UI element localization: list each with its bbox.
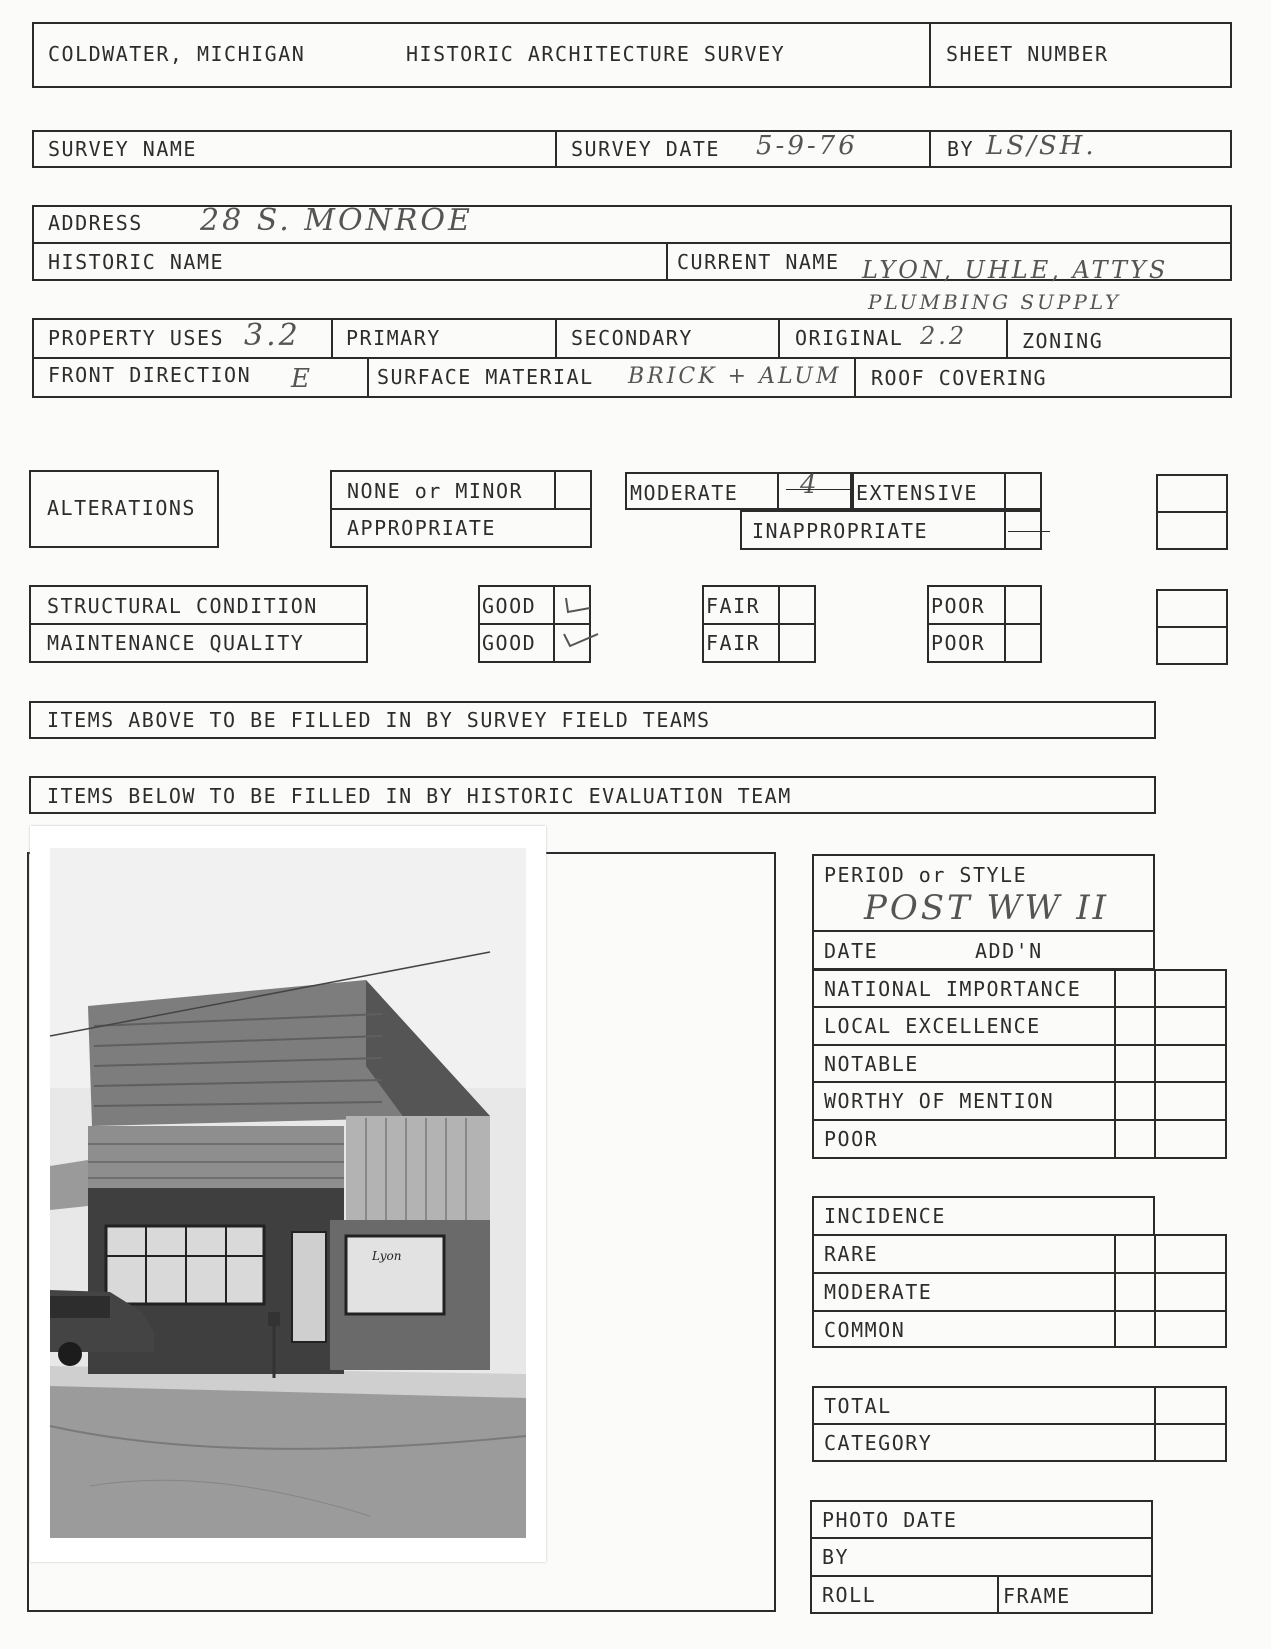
structural-condition-label: STRUCTURAL CONDITION: [47, 594, 318, 618]
front-direction-value: E: [291, 364, 313, 394]
survey-by-label: BY: [947, 137, 975, 161]
check-mark-icon: [560, 590, 600, 660]
current-name-label: CURRENT NAME: [677, 250, 840, 274]
incidence-label: INCIDENCE: [824, 1204, 946, 1228]
property-uses-value: 3.2: [244, 318, 301, 353]
above-note: ITEMS ABOVE TO BE FILLED IN BY SURVEY FIELD TEAMS: [47, 708, 711, 732]
zoning-label: ZONING: [1022, 329, 1104, 353]
category-label: CATEGORY: [824, 1431, 933, 1455]
alteration-moderate-mark: 4: [800, 470, 820, 500]
survey-title: HISTORIC ARCHITECTURE SURVEY: [406, 42, 786, 66]
structural-poor: POOR: [931, 594, 986, 618]
period-style-value: POST WW II: [864, 888, 1110, 928]
eval-date-label: DATE: [824, 939, 879, 963]
surface-material-label: SURFACE MATERIAL: [377, 365, 594, 389]
survey-date-value: 5-9-76: [756, 131, 858, 161]
incidence-rare: RARE: [824, 1242, 879, 1266]
alterations-label: ALTERATIONS: [47, 496, 196, 520]
alteration-extensive: EXTENSIVE: [856, 481, 978, 505]
survey-by-value: LS/SH.: [986, 131, 1097, 161]
below-note: ITEMS BELOW TO BE FILLED IN BY HISTORIC EVALUATION TEAM: [47, 784, 792, 808]
rating-national-importance: NATIONAL IMPORTANCE: [824, 977, 1082, 1001]
current-name-value-2: PLUMBING SUPPLY: [868, 290, 1122, 314]
incidence-moderate: MODERATE: [824, 1280, 933, 1304]
photo-date-label: PHOTO DATE: [822, 1508, 958, 1532]
address-value: 28 S. MONROE: [200, 203, 473, 238]
structural-fair: FAIR: [706, 594, 761, 618]
rating-poor: POOR: [824, 1127, 879, 1151]
roof-covering-label: ROOF COVERING: [871, 366, 1048, 390]
property-uses-label: PROPERTY USES: [48, 326, 225, 350]
rating-notable: NOTABLE: [824, 1052, 919, 1076]
secondary-label: SECONDARY: [571, 326, 693, 350]
alteration-appropriate: APPROPRIATE: [347, 516, 496, 540]
maintenance-good: GOOD: [482, 631, 537, 655]
survey-name-label: SURVEY NAME: [48, 137, 197, 161]
frame-label: FRAME: [1003, 1584, 1071, 1608]
total-label: TOTAL: [824, 1394, 892, 1418]
sheet-number-label: SHEET NUMBER: [946, 42, 1109, 66]
alteration-inappropriate: INAPPROPRIATE: [752, 519, 929, 543]
surface-material-value: BRICK + ALUM: [628, 364, 842, 389]
maintenance-fair: FAIR: [706, 631, 761, 655]
maintenance-quality-label: MAINTENANCE QUALITY: [47, 631, 305, 655]
period-style-label: PERIOD or STYLE: [824, 863, 1028, 887]
photo-by-label: BY: [822, 1545, 850, 1569]
original-value: 2.2: [920, 322, 968, 350]
historic-name-label: HISTORIC NAME: [48, 250, 225, 274]
alteration-none-minor: NONE or MINOR: [347, 479, 524, 503]
original-label: ORIGINAL: [795, 326, 904, 350]
city-label: COLDWATER, MICHIGAN: [48, 42, 306, 66]
store-sign: Lyon: [372, 1249, 402, 1263]
front-direction-label: FRONT DIRECTION: [48, 363, 252, 387]
roll-label: ROLL: [822, 1583, 877, 1607]
address-label: ADDRESS: [48, 211, 143, 235]
current-name-value: LYON, UHLE, ATTYS: [862, 256, 1169, 284]
eval-date-value: ADD'N: [975, 939, 1043, 963]
rating-local-excellence: LOCAL EXCELLENCE: [824, 1014, 1041, 1038]
rating-worthy-of-mention: WORTHY OF MENTION: [824, 1089, 1055, 1113]
building-photo: [30, 826, 546, 1562]
incidence-common: COMMON: [824, 1318, 906, 1342]
primary-label: PRIMARY: [346, 326, 441, 350]
survey-date-label: SURVEY DATE: [571, 137, 720, 161]
alteration-moderate: MODERATE: [630, 481, 739, 505]
structural-good: GOOD: [482, 594, 537, 618]
maintenance-poor: POOR: [931, 631, 986, 655]
